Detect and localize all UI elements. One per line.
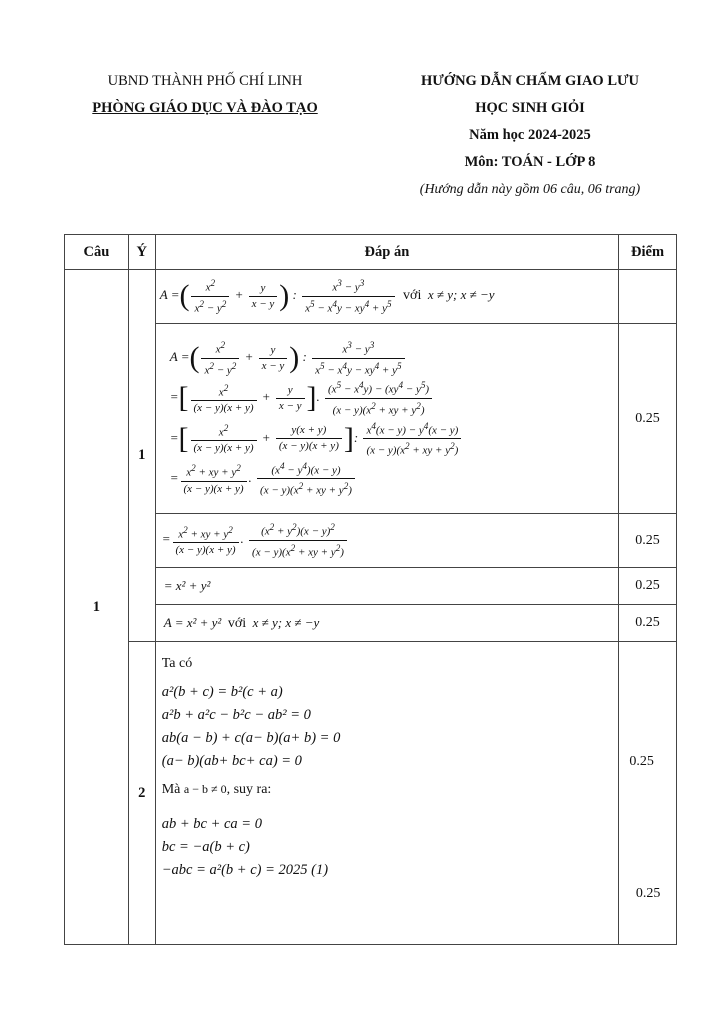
dept-name: PHÒNG GIÁO DỤC VÀ ĐÀO TẠO	[92, 100, 318, 116]
intro-text: Ta có	[161, 656, 193, 671]
score-4: 0.25	[619, 605, 677, 642]
page-note: (Hướng dẫn này gồm 06 câu, 06 trang)	[419, 182, 641, 197]
header-left	[60, 68, 350, 122]
org-name: UBND THÀNH PHỐ CHÍ LINH	[107, 73, 303, 89]
solution-step-simplify: = $\frac{x^2 + xy + y^2}{(x - y)(x + y)}$ . $\frac{(x^2 + y^2)(x - y)^2}{(x - y)(x^2 + xy + y^2)}$	[155, 514, 618, 568]
part2-solution: Ta có a²(b + c) = b²(c + a) a²b + a²c − b²c − ab² = 0 ab(a − b) + c(a− b)(a+ b) = 0 (a− b)(ab+ bc+ ca) = 0 Mà a − b ≠ 0, suy ra: ab + bc + ca = 0 bc = −a(b + c) −abc = a²(b + c) = 2025 (1)	[155, 642, 618, 945]
col-header-cau: Câu	[65, 235, 129, 270]
cau-number: 1	[65, 270, 129, 945]
solution-result: = x² + y²	[155, 568, 618, 605]
col-header-diem: Điểm	[619, 235, 677, 270]
school-year: Năm học 2024-2025	[469, 127, 591, 143]
doc-title: HƯỚNG DẪN CHẤM GIAO LƯU	[420, 73, 640, 89]
subject: Môn: TOÁN - LỚP 8	[464, 154, 596, 170]
part2-scores	[619, 642, 677, 945]
score-1: 0.25	[619, 324, 677, 514]
doc-subtitle: HỌC SINH GIỎI	[475, 100, 585, 116]
y-number-2: 2	[128, 642, 155, 945]
col-header-y: Ý	[128, 235, 155, 270]
header-right	[380, 68, 680, 203]
score-6: 0.25	[635, 886, 661, 901]
score-2: 0.25	[619, 514, 677, 568]
score-empty	[619, 270, 677, 324]
score-3: 0.25	[619, 568, 677, 605]
score-5: 0.25	[629, 754, 654, 769]
col-header-dap-an: Đáp án	[155, 235, 618, 270]
solution-final: A = x² + y² với x ≠ y; x ≠ −y	[155, 605, 618, 642]
problem-expression: A =( $\frac{x^2}{x^2 - y^2}$ + $\frac{y}{x - y}$ ) : $\frac{x^3 - y^3}{x^5 - x^4y - xy^4 + y^5}$ với x ≠ y; x ≠ −y	[155, 270, 618, 324]
solution-steps: A =( $\frac{x^2}{x^2 - y^2}$ + $\frac{y}{x - y}$ ) : $\frac{x^3 - y^3}{x^5 - x^4y - xy^4 + y^5}$ =[ $\frac{x^2}{(x - y)(x + y)}$ + $\frac{y}{x - y}$ ]. $\frac{(x^5 - x^4y) - (xy^4 - y^5)}{(x - y)(x^2 + xy + y^2)}$ =[ $\frac{x^2}{(x - y)(x + y)}$ + $\frac{y(x + y)}{(x - y)(x + y)}$ ]: $\frac{x^4(x - y) - y^4(x - y)}{(x - y)(x^2 + xy + y^2)}$ = $\frac{x^2 + xy + y^2}{(x - y)(x + y)}$ . $\frac{(x^4 - y^4)(x - y)}{(x - y)(x^2 + xy + y^2)}$	[155, 324, 618, 514]
y-number-1: 1	[128, 270, 155, 642]
answer-table	[64, 234, 677, 945]
